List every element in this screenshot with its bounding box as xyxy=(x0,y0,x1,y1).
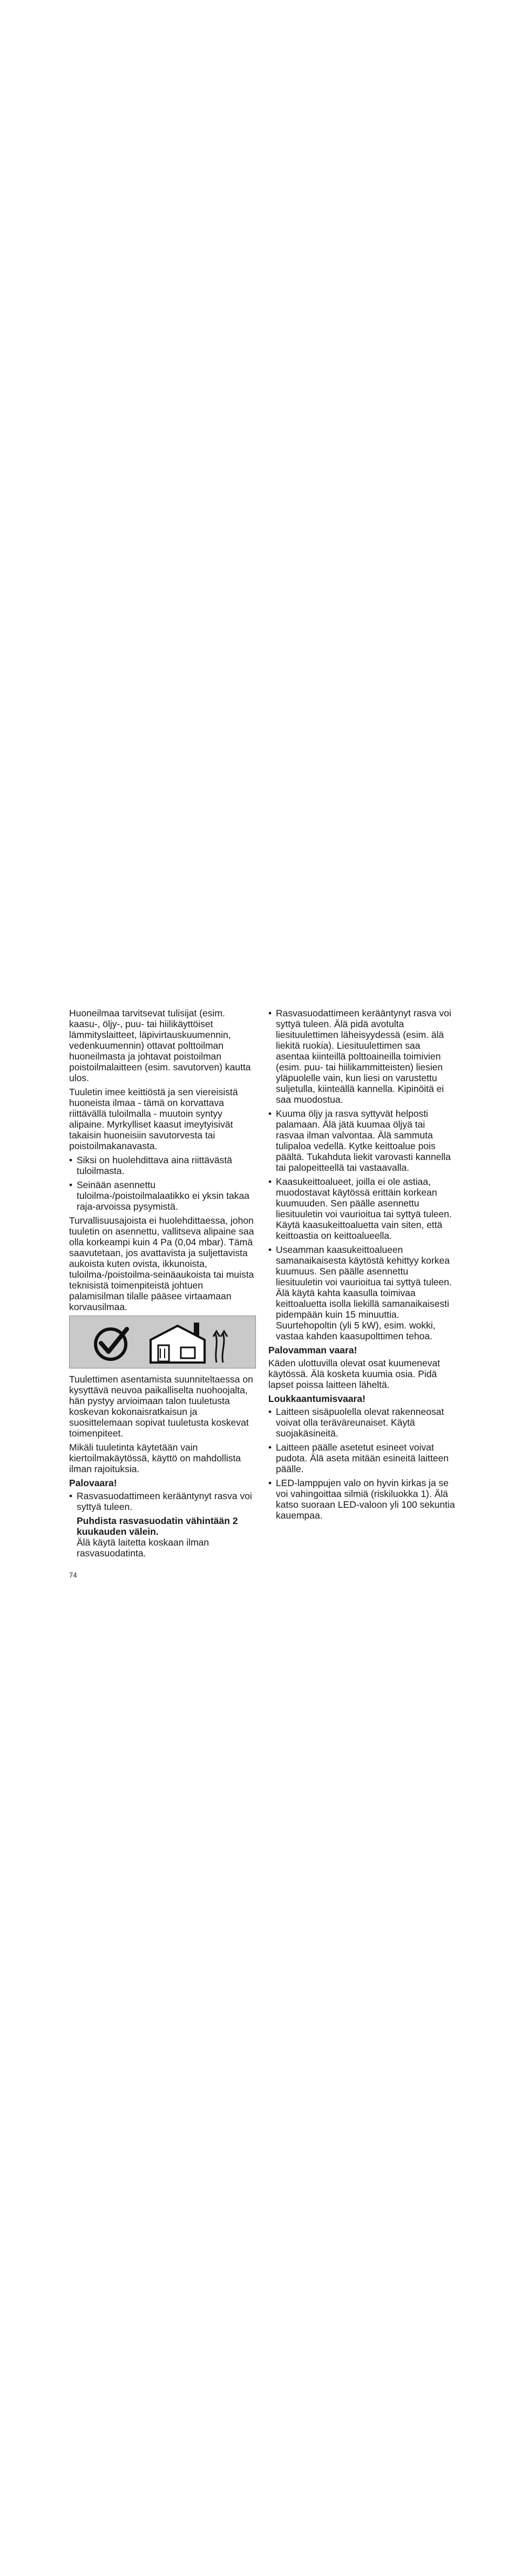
list-item: • Kuuma öljy ja rasva syttyvät helposti palamaan. Älä jätä kuumaa öljyä tai rasvaa ilman valvontaa. Älä sammuta tulipaloa vedellä. Kytke keittoalue pois päältä. Tukahduta liekit varovasti kannella tai palopeitteellä tai vastaavalla. xyxy=(268,1108,455,1173)
list-item: • Kaasukeittoalueet, joilla ei ole astiaa, muodostavat käytössä erittäin korkean kuumuuden. Sen päälle asennettu liesituuletin voi vaurioitua tai syttyä tuleen. Käytä kaasukeittoaluetta vain siten, että keittoastia on keittoalueella. xyxy=(268,1176,455,1241)
fire-instruction: Puhdista rasvasuodatin vähintään 2 kuukauden välein. xyxy=(77,1515,238,1537)
list-item: • Laitteen sisäpuolella olevat rakenneosat voivat olla teräväreunaiset. Käytä suojakäsineitä. xyxy=(268,1406,455,1439)
burn-warning-heading: Palovamman vaara! xyxy=(268,1345,357,1356)
page-number: 74 xyxy=(69,1571,77,1579)
paragraph: Turvallisuusajoista ei huolehdittaessa, johon tuuletin on asennettu, vallitseva alipaine saa olla korkeampi kuin 4 Pa (0,04 mbar). Tämä saavutetaan, jos avattavista ja suljettavista aukoista kuten ovista, ikkunoista, tuloilma-/poistoilma-seinäaukoista tai muista teknisistä toimenpiteistä johtuen palamisilman tilalle pääsee virtaamaan korvausilmaa. xyxy=(69,1215,254,1312)
left-column xyxy=(69,1008,256,1559)
list-item: • Rasvasuodattimeen kerääntynyt rasva voi syttyä tuleen. xyxy=(69,1491,256,1512)
paragraph: Huoneilmaa tarvitsevat tulisijat (esim. kaasu-, öljy-, puu- tai hiilikäyttöiset lämmityslaitteet, läpivirtauskuumennin, vedenkuumennin) ottavat polttoilman huoneilmasta ja johtavat poistoilman poistoilmalaitteen (esim. savutorven) kautta ulos. xyxy=(69,1008,251,1083)
fire-warning-heading: Palovaara! xyxy=(69,1478,117,1488)
fire-note: Älä käytä laitetta koskaan ilman rasvasuodatinta. xyxy=(77,1537,209,1559)
list-item: • Siksi on huolehdittava aina riittävästä tuloilmasta. xyxy=(69,1155,256,1176)
checkmark-house-icon xyxy=(91,1319,237,1366)
hint-image-box xyxy=(69,1316,256,1368)
paragraph: Käden ulottuvilla olevat osat kuumenevat käytössä. Älä kosketa kuumia osia. Pidä lapset poissa laitteen läheltä. xyxy=(268,1358,441,1390)
list-item: • Useamman kaasukeittoalueen samanaikaisesta käytöstä kehittyy korkea kuumuus. Sen päälle asennettu liesituuletin voi vaurioitua tai syttyä tuleen. Älä käytä kahta kaasulla toimivaa keittoaluetta isolla liekillä samanaikaisesti pidempään kuin 15 minuuttia. Suurtehopoltin (yli 5 kW), esim. wokki, vastaa kahden kaasupolttimen tehoa. xyxy=(268,1244,455,1341)
injury-warning-heading: Loukkaantumisvaara! xyxy=(268,1393,365,1404)
paragraph: Tuulettimen asentamista suunniteltaessa on kysyttävä neuvoa paikalliselta nuohoojalta, hän pystyy arvioimaan talon tuuletusta koskevan kokonaisratkaisun ja suosittelemaan sopivat tuuletusta koskevat toimenpiteet. xyxy=(69,1374,253,1439)
list-item: • Seinään asennettu tuloilma-/poistoilmalaatikko ei yksin takaa raja-arvoissa pysymistä. xyxy=(69,1179,256,1212)
list-item: • Rasvasuodattimeen kerääntynyt rasva voi syttyä tuleen. Älä pidä avotulta liesituulettimen läheisyydessä (esim. älä liekitä ruokia). Liesituulettimen saa asentaa kiinteillä polttoaineilla toimivien (esim. puu- tai hiilikammitteisten) liesien yläpuolelle vain, kun liesi on varustettu suljetulla, kiinteällä kannella. Kipinöitä ei saa muodostua. xyxy=(268,1008,455,1105)
right-column xyxy=(268,1008,455,1524)
paragraph: Mikäli tuuletinta käytetään vain kiertoilmakäytössä, käyttö on mahdollista ilman rajoituksia. xyxy=(69,1442,241,1474)
list-item: • LED-lamppujen valo on hyvin kirkas ja se voi vahingoittaa silmiä (riskiluokka 1). Älä katso suoraan LED-valoon yli 100 sekuntia kauempaa. xyxy=(268,1478,455,1521)
list-item: • Laitteen päälle asetetut esineet voivat pudota. Älä aseta mitään esineitä laitteen päälle. xyxy=(268,1442,455,1474)
paragraph: Tuuletin imee keittiöstä ja sen viereisistä huoneista ilmaa - tämä on korvattava riittävällä tuloilmalla - muutoin syntyy alipaine. Myrkylliset kaasut imeytyisivät takaisin huoneisiin savutorvesta tai poistoilmakanavasta. xyxy=(69,1087,238,1151)
